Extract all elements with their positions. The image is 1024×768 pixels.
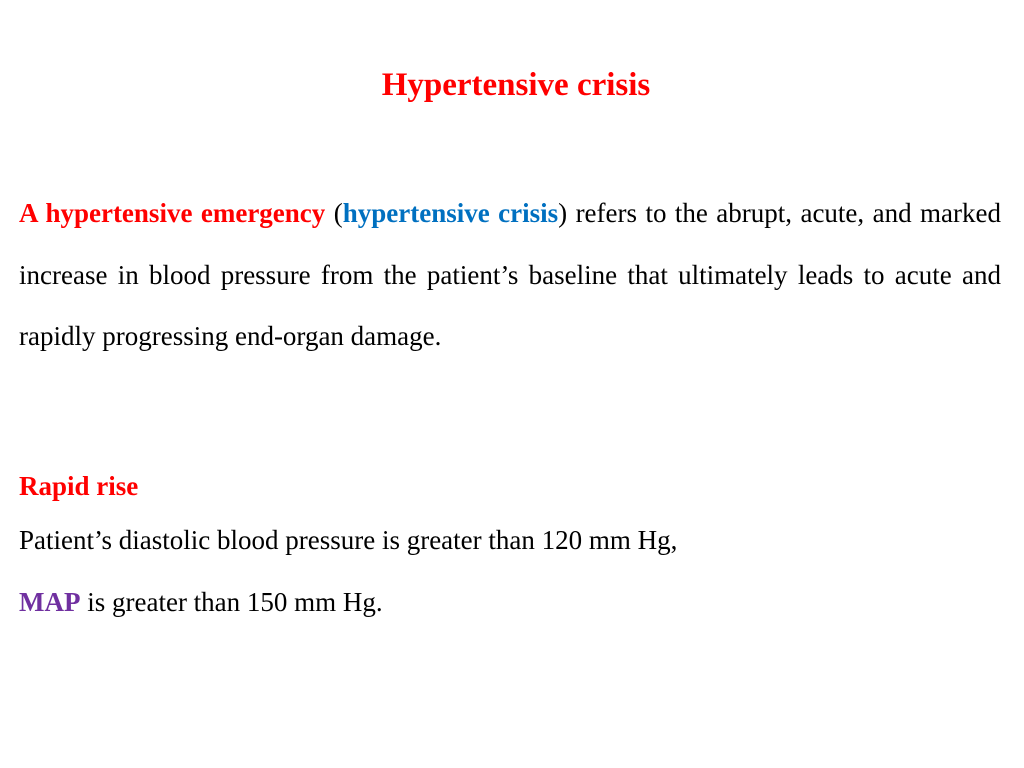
- map-line: [19, 582, 383, 622]
- section-heading-rapid-rise: Rapid rise: [19, 471, 139, 501]
- definition-body: ) refers to the abrupt, acute, and marked increase in blood pressure from the patient’s baseline that ultimately leads to acute and rapidly progressing end-organ damage.: [19, 198, 1001, 351]
- slide-title: Hypertensive crisis: [381, 67, 651, 103]
- definition-synonym: hypertensive crisis: [342, 198, 559, 228]
- definition-open-paren: (: [325, 198, 343, 228]
- definition-paragraph: [19, 183, 1001, 368]
- diastolic-pressure-line: Patient’s diastolic blood pressure is greater than 120 mm Hg,: [19, 525, 678, 555]
- definition-term: A hypertensive emergency: [19, 198, 326, 228]
- map-term: MAP: [19, 587, 81, 617]
- map-line-text: is greater than 150 mm Hg.: [80, 587, 383, 617]
